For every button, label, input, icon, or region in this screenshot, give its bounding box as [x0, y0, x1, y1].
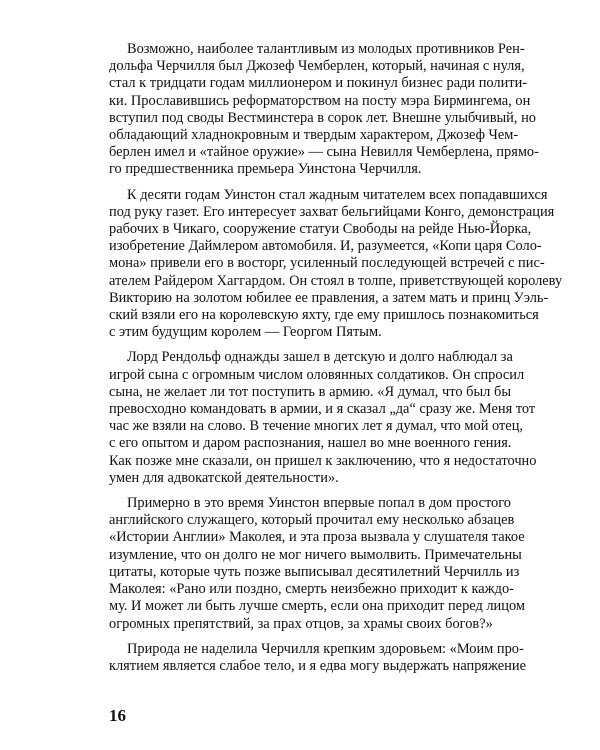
- text-line: «Истории Англии» Маколея, и эта проза вызвала у слушателя такое: [109, 529, 525, 546]
- page-number: 16: [109, 706, 126, 725]
- text-line: изобретение Даймлером автомобиля. И, разумеется, «Копи царя Соло-: [109, 238, 542, 255]
- text-line: ателем Райдером Хаггардом. Он стоял в толпе, приветствующей королеву: [109, 272, 563, 289]
- text-line: Природа не наделила Черчилля крепким здоровьем: «Моим про-: [127, 640, 524, 657]
- text-line: му. И может ли быть лучше смерть, если она приходит перед лицом: [109, 598, 525, 615]
- text-line: Возможно, наиболее талантливым из молодых противников Рен-: [127, 41, 525, 57]
- text-line: изумление, что он долго не мог ничего вымолвить. Примечательны: [109, 546, 522, 563]
- text-line: час же взяли на слово. В течение многих лет я думал, что мой отец,: [109, 418, 523, 435]
- text-line: дольфа Черчилля был Джозеф Чемберлен, который, начиная с нуля,: [109, 58, 525, 75]
- text-line: с этим будущим королем — Георгом Пятым.: [109, 324, 382, 341]
- text-line: вступил под своды Вестминстера в сорок лет. Внешне улыбчивый, но: [109, 109, 536, 126]
- text-line: ки. Прославившись реформаторством на посту мэра Бирмингема, он: [109, 92, 531, 109]
- paragraph: [109, 41, 539, 179]
- text-line: К десяти годам Уинстон стал жадным читателем всех попадавшихся: [127, 186, 548, 203]
- text-line: Лорд Рендольф однажды зашел в детскую и долго наблюдал за: [127, 349, 513, 366]
- body-text: [109, 41, 563, 683]
- text-line: берлен имел и «тайное оружие» — сына Невилля Чемберлена, прямо-: [109, 144, 539, 161]
- paragraph: [109, 186, 563, 342]
- text-line: превосходно командовать в армии, и я сказал „да“ сразу же. Меня тот: [109, 401, 536, 418]
- text-line: под руку газет. Его интересует захват бельгийцами Конго, демонстрация: [109, 203, 555, 220]
- text-line: ский взяли его на королевскую яхту, где ему пришлось познакомиться: [109, 307, 539, 324]
- text-line: рабочих в Чикаго, сооружение статуи Свободы на рейде Нью-Йорка,: [109, 221, 532, 238]
- text-line: английского служащего, который прочитал ему несколько абзацев: [109, 512, 515, 529]
- text-line: Как позже мне сказали, он пришел к заключению, что я недостаточно: [109, 452, 537, 469]
- text-line: игрой сына с огромным числом оловянных солдатиков. Он спросил: [109, 366, 525, 383]
- text-line: обладающий хладнокровным и твердым характером, Джозеф Чем-: [109, 127, 519, 144]
- text-line: клятием является слабое тело, и я едва могу выдержать напряжение: [109, 657, 526, 674]
- text-line: умен для адвокатской деятельности».: [109, 469, 339, 486]
- paragraph: [109, 640, 526, 675]
- text-line: Викторию на золотом юбилее ее правления, а затем мать и принц Уэль-: [109, 289, 549, 306]
- text-line: Примерно в это время Уинстон впервые попал в дом простого: [127, 495, 511, 512]
- text-line: го предшественника премьера Уинстона Черчилля.: [109, 161, 422, 178]
- text-line: стал к тридцати годам миллионером и покинул бизнес ради полити-: [109, 75, 528, 92]
- text-line: огромных препятствий, за прах отцов, за храмы своих богов?»: [109, 615, 493, 632]
- text-line: сына, не желает ли тот поступить в армию. «Я думал, что был бы: [109, 383, 511, 400]
- paragraph: [109, 495, 525, 633]
- paragraph: [109, 349, 537, 487]
- text-line: мона» привели его в восторг, усиленный последующей встречей с пис-: [109, 255, 545, 272]
- text-line: с его опытом и даром распознания, нашел во мне военного гения.: [109, 435, 512, 452]
- text-line: цитаты, которые чуть позже выписывал десятилетний Черчилль из: [109, 563, 520, 580]
- text-line: Маколея: «Рано или поздно, смерть неизбежно приходит к каждо-: [109, 581, 514, 598]
